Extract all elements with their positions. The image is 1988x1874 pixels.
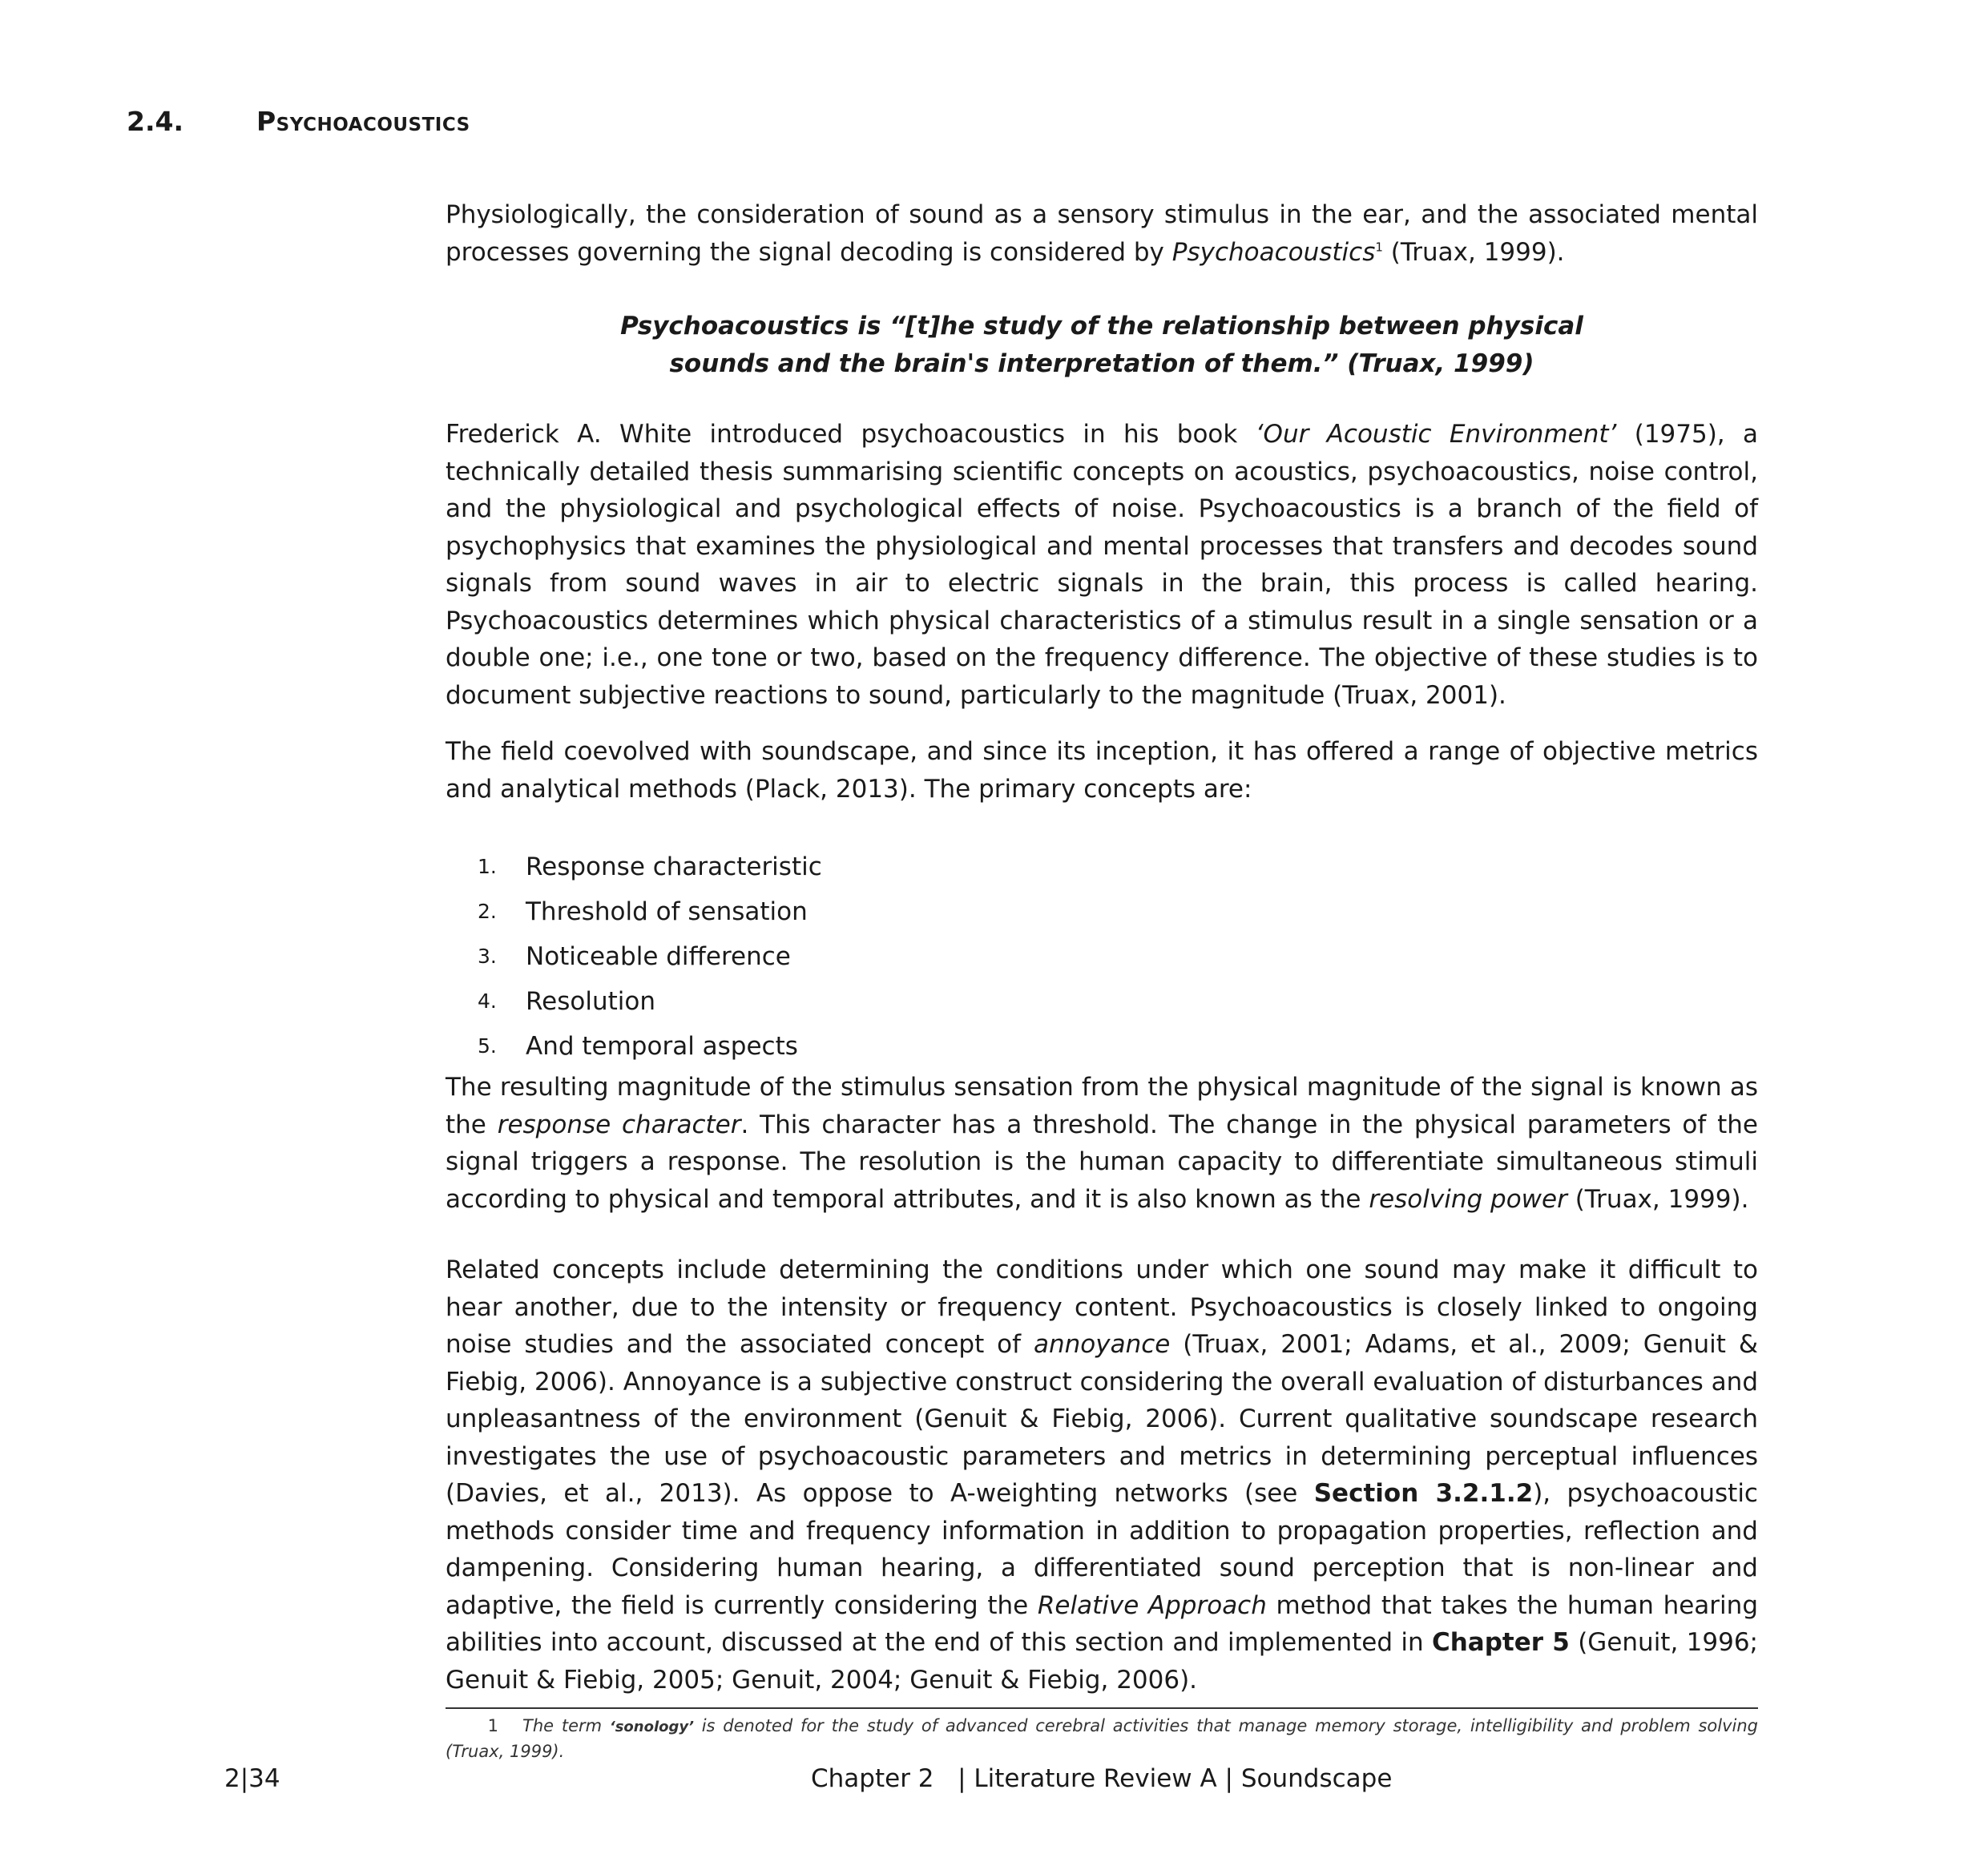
paragraph-response: The resulting magnitude of the stimulus sensation from the physical magnitude of the signal is known as the response character. This character has a threshold. The change in the physical parameters of the signal triggers a response. The resolution is the human capacity to differentiate simultaneous stimuli according to physical and temporal attributes, and it is also known as the resolving power (Truax, 1999). xyxy=(446,1073,1758,1214)
section-number: 2.4. xyxy=(127,106,183,137)
term-annoyance: annoyance xyxy=(1033,1330,1171,1359)
term-relative-approach: Relative Approach xyxy=(1037,1590,1267,1620)
main-content xyxy=(446,196,1758,1699)
quote-line-1: Psychoacoustics is “[t]he study of the relationship between physical xyxy=(620,312,1583,341)
page-number: 2|34 xyxy=(224,1764,280,1793)
term-resolving-power: resolving power xyxy=(1369,1184,1567,1214)
footnote-term: ‘sonology’ xyxy=(609,1719,694,1735)
paragraph-coevolved: The field coevolved with soundscape, and since its inception, it has offered a range of objective metrics and analytical methods (Plack, 2013). The primary concepts are: xyxy=(446,737,1758,804)
section-title: Psychoacoustics xyxy=(256,106,470,137)
footnote-ref[interactable]: 1 xyxy=(1375,240,1383,255)
paragraph-intro: Physiologically, the consideration of sound as a sensory stimulus in the ear, and the associated mental processes governing the signal decoding is considered by Psychoacoustics$^1$ (Truax, 1999). xyxy=(446,200,1758,267)
list-number: 2. xyxy=(478,899,497,923)
quote-line-2: sounds and the brain's interpretation of them.” (Truax, 1999) xyxy=(669,349,1534,378)
paragraph-related: Related concepts include determining the conditions under which one sound may make it difficult to hear another, due to the intensity or frequency content. Psychoacoustics is closely linked to ongoing noise studies and the associated concept of annoyance (Truax, 2001; Adams, et al., 2009; Genuit & Fiebig, 2006). Annoyance is a subjective construct considering the overall evaluation of disturbances and unpleasantness of the environment (Genuit & Fiebig, 2006). Current qualitative soundscape research investigates the use of psychoacoustic parameters and metrics in determining perceptual influences (Davies, et al., 2013). As oppose to A-weighting networks (see Section 3.2.1.2), psychoacoustic methods consider time and frequency information in addition to propagation properties, reflection and dampening. Considering human hearing, a differentiated sound perception that is non-linear and adaptive, the field is currently considering the Relative Approach method that takes the human hearing abilities into account, discussed at the end of this section and implemented in Chapter 5 (Genuit, 1996; Genuit & Fiebig, 2005; Genuit, 2004; Genuit & Fiebig, 2006). xyxy=(446,1255,1758,1695)
chapter-reference[interactable]: Chapter 5 xyxy=(1431,1628,1570,1657)
definition-quote xyxy=(446,308,1758,382)
footnote: 1 The term ‘sonology’ is denoted for the study of advanced cerebral activities that manage memory storage, intelligibility and problem solving (Truax, 1999). xyxy=(446,1714,1758,1764)
list-text: And temporal aspects xyxy=(526,1031,798,1061)
paragraph-white: Frederick A. White introduced psychoacoustics in his book ‘Our Acoustic Environment’ (1975), a technically detailed thesis summarising scientific concepts on acoustics, psychoacoustics, noise control, and the physiological and psychological effects of noise. Psychoacoustics is a branch of the field of psychophysics that examines the physiological and mental processes that transfers and decodes sound signals from sound waves in air to electric signals in the brain, this process is called hearing. Psychoacoustics determines which physical characteristics of a stimulus result in a single sensation or a double one; i.e., one tone or two, based on the frequency difference. The objective of these studies is to document subjective reactions to sound, particularly to the magnitude (Truax, 2001). xyxy=(446,420,1759,710)
section-reference[interactable]: Section 3.2.1.2 xyxy=(1313,1479,1534,1508)
list-item xyxy=(446,979,1758,1024)
list-item xyxy=(446,844,1758,889)
list-text: Response characteristic xyxy=(526,852,822,881)
footnote-number: 1 xyxy=(487,1716,498,1735)
list-text: Noticeable difference xyxy=(526,941,791,971)
book-title: ‘Our Acoustic Environment’ xyxy=(1255,420,1617,449)
term-psychoacoustics: Psychoacoustics xyxy=(1171,237,1376,267)
list-number: 5. xyxy=(478,1034,497,1058)
list-item xyxy=(446,1024,1758,1069)
list-text: Resolution xyxy=(526,986,655,1016)
list-number: 4. xyxy=(478,989,497,1013)
list-number: 1. xyxy=(478,854,497,878)
list-number: 3. xyxy=(478,944,497,968)
concepts-list xyxy=(446,844,1758,1069)
list-text: Threshold of sensation xyxy=(526,897,808,926)
term-response-character: response character xyxy=(497,1110,741,1139)
list-item xyxy=(446,934,1758,979)
list-item xyxy=(446,889,1758,934)
footnote-divider xyxy=(446,1707,1758,1709)
running-footer: Chapter 2 | Literature Review A | Soundscape xyxy=(811,1764,1393,1793)
